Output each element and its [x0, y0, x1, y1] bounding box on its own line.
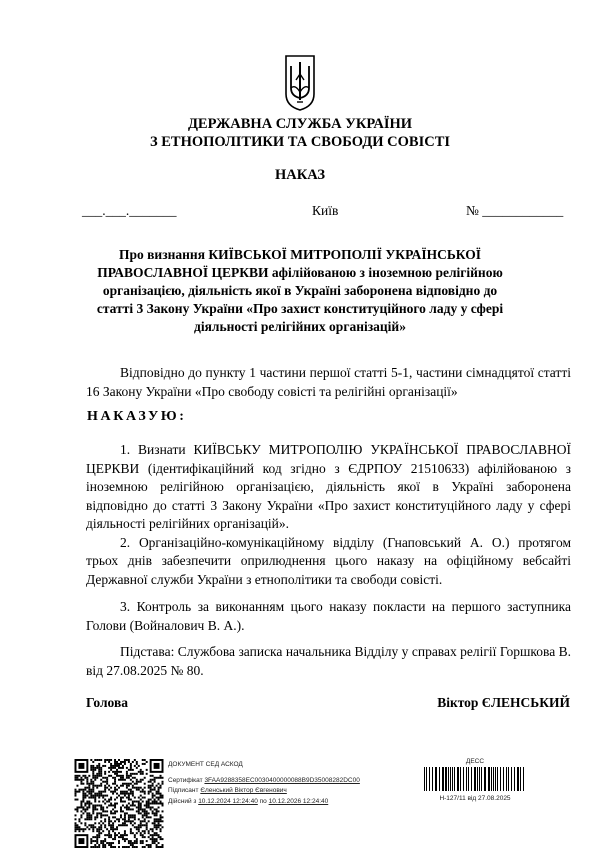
document-title: Про визнання КИЇВСЬКОЇ МИТРОПОЛІЇ УКРАЇНСЬКОЇ ПРАВОСЛАВНОЇ ЦЕРКВИ афілійованою з іноземною релігійною організацією, діяльність якої в Україні заборонена відповідно до статті 3 Закону України «Про захист конституційного ладу у сфері діяльності релігійних організацій» — [96, 247, 504, 334]
basis: Підстава: Службова записка начальника Відділу у справах релігії Горшкова В. від 27.08.2025 № 80. — [86, 644, 571, 678]
e-signature-stamp — [168, 760, 360, 807]
barcode-icon — [420, 765, 530, 793]
registry-label: ДЕСС — [465, 758, 485, 765]
valid-label: Дійсний з — [168, 797, 197, 805]
registry-block — [420, 758, 530, 802]
valid-from: 10.12.2024 12:24:40 — [198, 797, 258, 805]
coat-of-arms-icon — [284, 54, 316, 112]
number-field: № ____________ — [466, 203, 564, 218]
signature-position: Голова — [86, 695, 129, 710]
document-type: НАКАЗ — [274, 167, 326, 183]
stamp-header: ДОКУМЕНТ СЕД АСКОД — [168, 761, 243, 768]
registry-number: Н-127/11 від 27.08.2025 — [439, 795, 511, 802]
order-items — [86, 441, 571, 635]
signature-name: Віктор ЄЛЕНСЬКИЙ — [437, 695, 570, 710]
order-word: НАКАЗУЮ: — [87, 409, 187, 424]
cert-label: Сертифікат — [168, 776, 203, 784]
order-item: 3. Контроль за виконанням цього наказу покласти на першого заступника Голови (Войналович В. А.). — [86, 599, 571, 633]
agency-name-line2: З ЕТНОПОЛІТИКИ ТА СВОБОДИ СОВІСТІ — [149, 134, 451, 150]
city: Київ — [312, 203, 339, 218]
qr-code-icon — [74, 759, 164, 848]
valid-to-label: по — [259, 797, 267, 805]
signer-label: Підписант — [168, 787, 199, 794]
cert-value: 3FAA9288358EC0030400000088B9D35008282DC00 — [204, 776, 360, 784]
date-blank: ___.___._______ — [82, 203, 177, 218]
order-item: 2. Організаційно-комунікаційному відділу (Гнаповський А. О.) протягом трьох днів забезпечити оприлюднення цього наказу на офіційному вебсайті Державної служби України з етнополітики та свободи совісті. — [86, 534, 571, 587]
agency-name-line1: ДЕРЖАВНА СЛУЖБА УКРАЇНИ — [187, 116, 413, 132]
order-item: 1. Визнати КИЇВСЬКУ МИТРОПОЛІЮ УКРАЇНСЬКОЇ ПРАВОСЛАВНОЇ ЦЕРКВИ (ідентифікаційний код згідно з ЄДРПОУ 21510633) афілійованою з іноземною релігійною організацією, діяльність якої в Україні заборонена відповідно до статті 3 Закону України «Про захист конституційного ладу у сфері діяльності релігійних організацій». — [86, 442, 571, 531]
signer-value: Єленський Віктор Євгенович — [200, 787, 287, 794]
preamble: Відповідно до пункту 1 частини першої статті 5-1, частини сімнадцятої статті 16 Закону України «Про свободу совісті та релігійні організації» — [86, 365, 571, 399]
valid-to: 10.12.2026 12:24:40 — [268, 797, 329, 805]
